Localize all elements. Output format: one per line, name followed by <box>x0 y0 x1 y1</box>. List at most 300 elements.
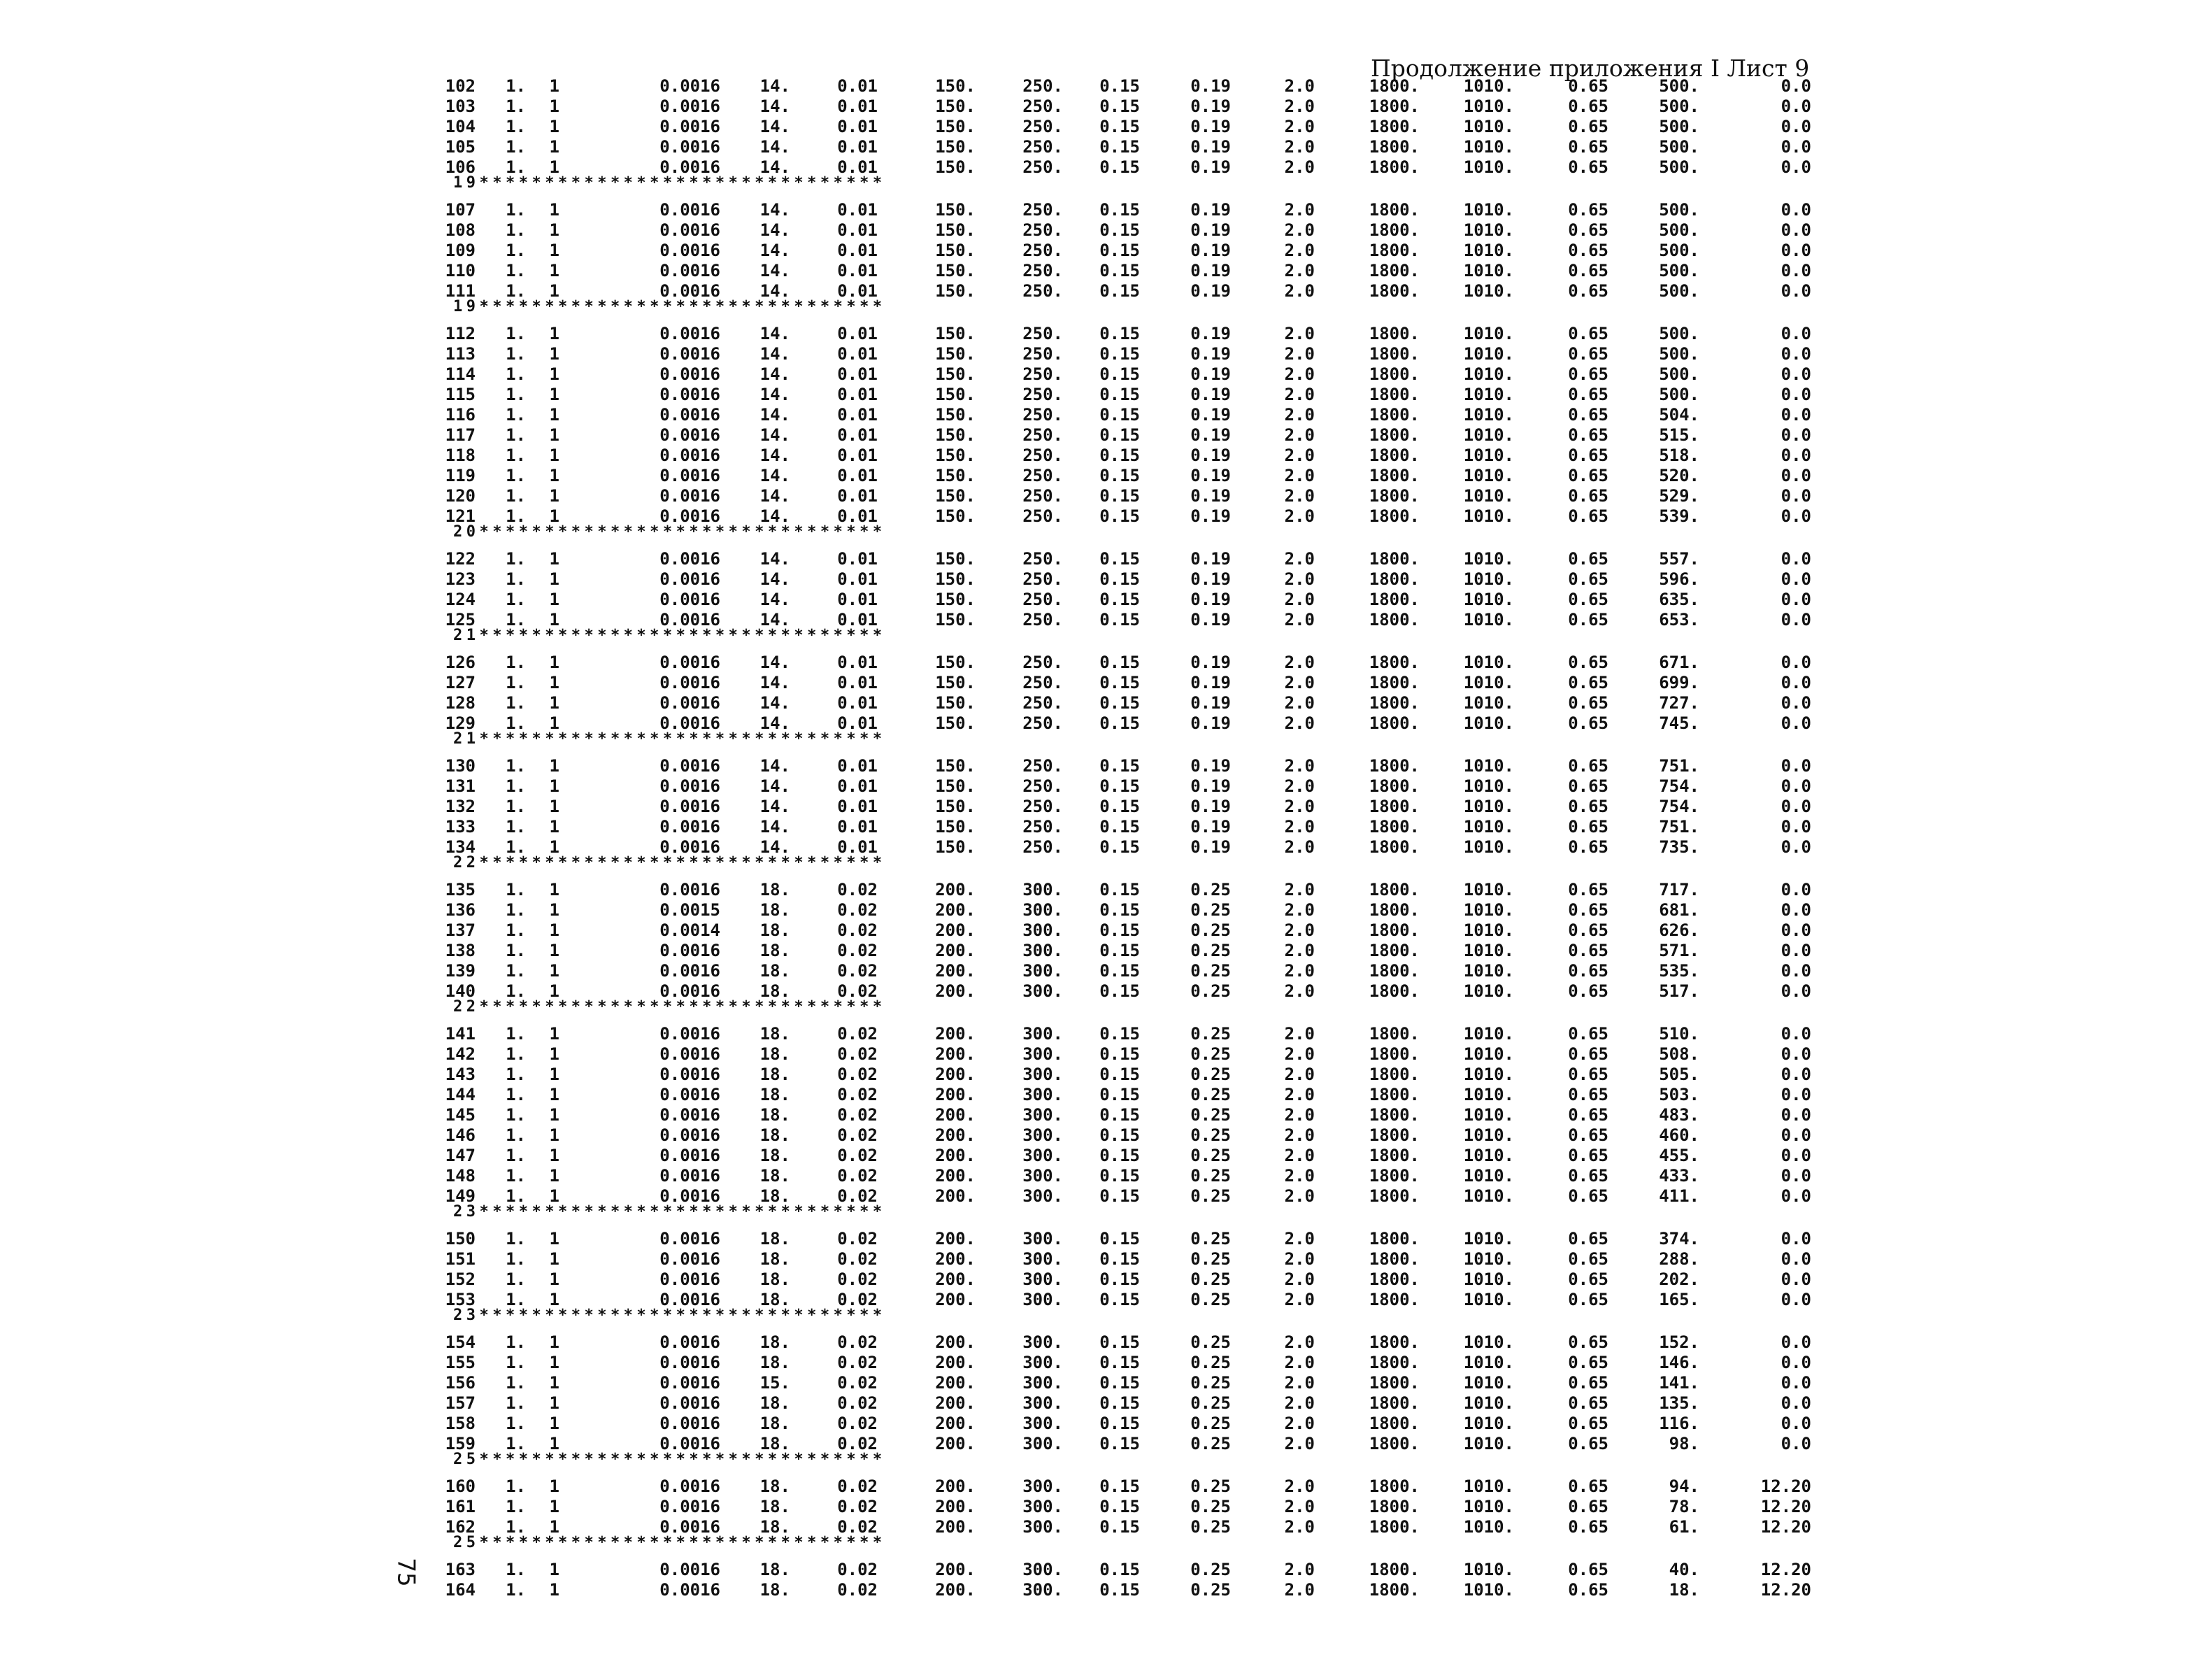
group-separator: 23******************************* <box>453 1204 886 1220</box>
table-cell: 1010. <box>1463 446 1514 465</box>
table-cell: 0.15 <box>1099 1085 1140 1104</box>
table-cell: 2.0 <box>1284 137 1315 157</box>
table-cell: 0.01 <box>837 466 878 485</box>
table-cell: 150. <box>935 713 976 733</box>
table-cell: 0.01 <box>837 486 878 506</box>
table-cell: 0.0 <box>1781 981 1811 1001</box>
table-cell: 162 <box>445 1517 476 1537</box>
table-cell: 164 <box>445 1580 476 1600</box>
table-cell: 0.15 <box>1099 1373 1140 1393</box>
table-cell: 508. <box>1659 1044 1699 1064</box>
table-cell: 0.15 <box>1099 241 1140 260</box>
table-cell: 107 <box>445 200 476 220</box>
table-cell: 0.25 <box>1190 1125 1231 1145</box>
table-cell: 0.15 <box>1099 1024 1140 1044</box>
table-cell: 0.65 <box>1568 1290 1608 1309</box>
table-cell: 1. <box>506 425 526 445</box>
table-cell: 0.01 <box>837 446 878 465</box>
table-cell: 0.15 <box>1099 466 1140 485</box>
table-cell: 0.0016 <box>659 405 720 425</box>
table-cell: 150. <box>935 776 976 796</box>
table-cell: 754. <box>1659 776 1699 796</box>
table-cell: 140 <box>445 981 476 1001</box>
table-cell: 0.25 <box>1190 1580 1231 1600</box>
table-cell: 14. <box>759 281 790 301</box>
table-cell: 1. <box>506 1166 526 1186</box>
table-cell: 0.02 <box>837 1290 878 1309</box>
table-cell: 0.0 <box>1781 324 1811 343</box>
table-cell: 300. <box>1022 1373 1063 1393</box>
table-cell: 18. <box>759 1270 790 1289</box>
table-row <box>0 1270 2212 1288</box>
table-row <box>0 97 2212 115</box>
table-cell: 0.19 <box>1190 817 1231 837</box>
table-cell: 1. <box>506 1290 526 1309</box>
table-cell: 300. <box>1022 1353 1063 1372</box>
table-cell: 18. <box>759 1105 790 1125</box>
table-cell: 1800. <box>1369 405 1420 425</box>
table-cell: 14. <box>759 137 790 157</box>
table-cell: 0.01 <box>837 324 878 343</box>
table-cell: 0.65 <box>1568 1125 1608 1145</box>
table-cell: 0.0016 <box>659 549 720 569</box>
table-cell: 1010. <box>1463 653 1514 672</box>
table-cell: 0.01 <box>837 817 878 837</box>
table-cell: 1 <box>549 1146 559 1165</box>
table-cell: 250. <box>1022 425 1063 445</box>
table-cell: 200. <box>935 1270 976 1289</box>
table-cell: 500. <box>1659 220 1699 240</box>
table-cell: 1 <box>549 673 559 692</box>
table-row <box>0 241 2212 259</box>
table-cell: 1. <box>506 324 526 343</box>
table-cell: 250. <box>1022 261 1063 280</box>
table-cell: 12.20 <box>1760 1580 1811 1600</box>
table-cell: 0.19 <box>1190 241 1231 260</box>
table-cell: 165. <box>1659 1290 1699 1309</box>
table-cell: 0.0 <box>1781 200 1811 220</box>
table-cell: 157 <box>445 1393 476 1413</box>
table-cell: 0.65 <box>1568 900 1608 920</box>
table-cell: 0.65 <box>1568 241 1608 260</box>
table-cell: 300. <box>1022 1065 1063 1084</box>
table-cell: 18. <box>759 880 790 899</box>
table-cell: 0.0016 <box>659 817 720 837</box>
table-cell: 0.0016 <box>659 1414 720 1433</box>
table-cell: 18. <box>1669 1580 1699 1600</box>
table-cell: 150. <box>935 364 976 384</box>
table-cell: 149 <box>445 1186 476 1206</box>
table-cell: 0.65 <box>1568 281 1608 301</box>
table-cell: 0.0016 <box>659 466 720 485</box>
table-cell: 2.0 <box>1284 1393 1315 1413</box>
table-cell: 1010. <box>1463 713 1514 733</box>
table-cell: 0.0 <box>1781 1353 1811 1372</box>
table-cell: 518. <box>1659 446 1699 465</box>
table-cell: 1 <box>549 241 559 260</box>
table-cell: 1 <box>549 1085 559 1104</box>
table-cell: 0.0016 <box>659 1146 720 1165</box>
table-cell: 1 <box>549 981 559 1001</box>
table-cell: 300. <box>1022 1434 1063 1453</box>
table-cell: 1010. <box>1463 385 1514 404</box>
table-cell: 1. <box>506 610 526 630</box>
table-cell: 155 <box>445 1353 476 1372</box>
table-cell: 159 <box>445 1434 476 1453</box>
table-cell: 14. <box>759 324 790 343</box>
table-cell: 0.0 <box>1781 900 1811 920</box>
table-cell: 1. <box>506 1497 526 1516</box>
table-cell: 0.15 <box>1099 961 1140 981</box>
table-cell: 158 <box>445 1414 476 1433</box>
table-cell: 681. <box>1659 900 1699 920</box>
table-cell: 14. <box>759 549 790 569</box>
table-cell: 300. <box>1022 1580 1063 1600</box>
table-cell: 200. <box>935 1065 976 1084</box>
table-cell: 0.15 <box>1099 1065 1140 1084</box>
table-cell: 500. <box>1659 344 1699 364</box>
table-cell: 2.0 <box>1284 425 1315 445</box>
table-cell: 1. <box>506 1560 526 1579</box>
table-cell: 0.01 <box>837 673 878 692</box>
table-cell: 0.65 <box>1568 569 1608 589</box>
table-cell: 0.65 <box>1568 961 1608 981</box>
table-cell: 1. <box>506 1085 526 1104</box>
table-cell: 200. <box>935 1353 976 1372</box>
table-cell: 0.0016 <box>659 1186 720 1206</box>
table-cell: 0.65 <box>1568 157 1608 177</box>
table-cell: 2.0 <box>1284 981 1315 1001</box>
table-cell: 2.0 <box>1284 1560 1315 1579</box>
table-cell: 128 <box>445 693 476 713</box>
table-cell: 0.0 <box>1781 1393 1811 1413</box>
table-cell: 1800. <box>1369 920 1420 940</box>
table-cell: 0.65 <box>1568 1353 1608 1372</box>
table-cell: 0.0 <box>1781 1186 1811 1206</box>
table-cell: 0.0016 <box>659 261 720 280</box>
table-cell: 0.65 <box>1568 981 1608 1001</box>
table-cell: 14. <box>759 200 790 220</box>
table-cell: 156 <box>445 1373 476 1393</box>
table-cell: 1010. <box>1463 486 1514 506</box>
table-cell: 0.19 <box>1190 97 1231 116</box>
table-row <box>0 221 2212 239</box>
table-cell: 1 <box>549 364 559 384</box>
table-cell: 0.19 <box>1190 281 1231 301</box>
table-cell: 1010. <box>1463 837 1514 857</box>
table-cell: 2.0 <box>1284 920 1315 940</box>
table-cell: 0.02 <box>837 1044 878 1064</box>
table-cell: 2.0 <box>1284 1477 1315 1496</box>
table-cell: 18. <box>759 1044 790 1064</box>
table-cell: 0.25 <box>1190 1146 1231 1165</box>
table-cell: 200. <box>935 961 976 981</box>
table-cell: 0.0016 <box>659 200 720 220</box>
table-cell: 0.0016 <box>659 1517 720 1537</box>
table-cell: 1800. <box>1369 1085 1420 1104</box>
table-cell: 14. <box>759 776 790 796</box>
table-row <box>0 757 2212 775</box>
table-cell: 250. <box>1022 549 1063 569</box>
table-cell: 250. <box>1022 76 1063 96</box>
table-cell: 300. <box>1022 1560 1063 1579</box>
table-cell: 108 <box>445 220 476 240</box>
table-cell: 1 <box>549 610 559 630</box>
table-cell: 98. <box>1669 1434 1699 1453</box>
table-cell: 0.25 <box>1190 1270 1231 1289</box>
table-cell: 1800. <box>1369 837 1420 857</box>
table-cell: 141 <box>445 1024 476 1044</box>
table-cell: 250. <box>1022 137 1063 157</box>
table-cell: 250. <box>1022 97 1063 116</box>
table-cell: 150. <box>935 385 976 404</box>
table-cell: 1010. <box>1463 1290 1514 1309</box>
table-cell: 1800. <box>1369 653 1420 672</box>
table-cell: 163 <box>445 1560 476 1579</box>
table-cell: 671. <box>1659 653 1699 672</box>
table-cell: 1010. <box>1463 157 1514 177</box>
table-cell: 1010. <box>1463 1517 1514 1537</box>
table-cell: 250. <box>1022 776 1063 796</box>
table-cell: 1010. <box>1463 344 1514 364</box>
table-cell: 0.02 <box>837 1477 878 1496</box>
table-cell: 0.0 <box>1781 817 1811 837</box>
table-cell: 0.25 <box>1190 1414 1231 1433</box>
table-cell: 2.0 <box>1284 220 1315 240</box>
table-cell: 0.25 <box>1190 1393 1231 1413</box>
table-cell: 0.01 <box>837 405 878 425</box>
table-cell: 0.65 <box>1568 590 1608 609</box>
table-row <box>0 818 2212 836</box>
table-cell: 1010. <box>1463 1477 1514 1496</box>
table-cell: 1. <box>506 941 526 960</box>
table-cell: 653. <box>1659 610 1699 630</box>
group-separator: 20******************************* <box>453 525 886 540</box>
table-cell: 0.15 <box>1099 1560 1140 1579</box>
table-cell: 1010. <box>1463 1393 1514 1413</box>
table-cell: 2.0 <box>1284 653 1315 672</box>
table-row <box>0 838 2212 856</box>
table-cell: 1010. <box>1463 961 1514 981</box>
table-cell: 735. <box>1659 837 1699 857</box>
table-cell: 14. <box>759 837 790 857</box>
table-cell: 250. <box>1022 486 1063 506</box>
table-cell: 754. <box>1659 797 1699 816</box>
table-row <box>0 674 2212 692</box>
table-cell: 0.19 <box>1190 653 1231 672</box>
table-cell: 153 <box>445 1290 476 1309</box>
table-cell: 0.15 <box>1099 693 1140 713</box>
table-cell: 0.01 <box>837 157 878 177</box>
table-cell: 14. <box>759 506 790 526</box>
table-cell: 0.0 <box>1781 1270 1811 1289</box>
table-cell: 1800. <box>1369 1477 1420 1496</box>
table-cell: 2.0 <box>1284 446 1315 465</box>
table-cell: 1. <box>506 1414 526 1433</box>
table-cell: 150. <box>935 693 976 713</box>
table-cell: 2.0 <box>1284 1125 1315 1145</box>
table-cell: 500. <box>1659 281 1699 301</box>
table-cell: 18. <box>759 1393 790 1413</box>
table-cell: 152 <box>445 1270 476 1289</box>
table-cell: 1800. <box>1369 117 1420 136</box>
table-cell: 0.19 <box>1190 756 1231 776</box>
table-row <box>0 118 2212 136</box>
table-cell: 1. <box>506 981 526 1001</box>
table-cell: 300. <box>1022 920 1063 940</box>
table-cell: 250. <box>1022 756 1063 776</box>
table-row <box>0 507 2212 525</box>
table-cell: 0.65 <box>1568 673 1608 692</box>
table-cell: 433. <box>1659 1166 1699 1186</box>
table-cell: 1. <box>506 713 526 733</box>
table-cell: 1800. <box>1369 610 1420 630</box>
table-cell: 14. <box>759 76 790 96</box>
table-cell: 1800. <box>1369 1166 1420 1186</box>
table-cell: 0.0 <box>1781 76 1811 96</box>
table-cell: 1. <box>506 569 526 589</box>
table-cell: 1. <box>506 880 526 899</box>
table-row <box>0 1230 2212 1248</box>
table-cell: 0.0 <box>1781 1024 1811 1044</box>
table-cell: 150. <box>935 261 976 280</box>
table-cell: 300. <box>1022 1166 1063 1186</box>
table-cell: 1800. <box>1369 1373 1420 1393</box>
table-cell: 0.15 <box>1099 1353 1140 1372</box>
table-cell: 1010. <box>1463 261 1514 280</box>
table-cell: 0.01 <box>837 364 878 384</box>
table-cell: 0.65 <box>1568 1477 1608 1496</box>
table-cell: 500. <box>1659 76 1699 96</box>
table-cell: 0.02 <box>837 1085 878 1104</box>
table-row <box>0 1560 2212 1579</box>
table-cell: 0.0016 <box>659 837 720 857</box>
table-cell: 200. <box>935 1125 976 1145</box>
table-cell: 1800. <box>1369 137 1420 157</box>
table-cell: 0.01 <box>837 653 878 672</box>
table-cell: 0.15 <box>1099 900 1140 920</box>
table-cell: 517. <box>1659 981 1699 1001</box>
table-cell: 150. <box>935 405 976 425</box>
table-cell: 0.0 <box>1781 425 1811 445</box>
table-cell: 0.0016 <box>659 1166 720 1186</box>
table-cell: 147 <box>445 1146 476 1165</box>
table-cell: 1 <box>549 117 559 136</box>
table-cell: 0.15 <box>1099 425 1140 445</box>
table-cell: 1 <box>549 1125 559 1145</box>
table-cell: 0.0016 <box>659 941 720 960</box>
table-cell: 0.25 <box>1190 1332 1231 1352</box>
table-cell: 0.65 <box>1568 1560 1608 1579</box>
table-cell: 300. <box>1022 1497 1063 1516</box>
table-cell: 2.0 <box>1284 549 1315 569</box>
table-cell: 0.0 <box>1781 364 1811 384</box>
table-cell: 1 <box>549 261 559 280</box>
table-cell: 0.15 <box>1099 1414 1140 1433</box>
table-cell: 200. <box>935 900 976 920</box>
table-cell: 0.02 <box>837 1517 878 1537</box>
table-cell: 1800. <box>1369 1434 1420 1453</box>
table-cell: 1010. <box>1463 1332 1514 1352</box>
table-cell: 150. <box>935 137 976 157</box>
table-cell: 0.0016 <box>659 76 720 96</box>
table-cell: 1800. <box>1369 344 1420 364</box>
table-cell: 0.65 <box>1568 446 1608 465</box>
table-cell: 200. <box>935 941 976 960</box>
table-cell: 1 <box>549 1517 559 1537</box>
table-cell: 0.01 <box>837 506 878 526</box>
table-cell: 2.0 <box>1284 344 1315 364</box>
table-cell: 0.0 <box>1781 713 1811 733</box>
table-cell: 0.65 <box>1568 200 1608 220</box>
table-cell: 1 <box>549 200 559 220</box>
table-cell: 0.15 <box>1099 653 1140 672</box>
table-cell: 1. <box>506 466 526 485</box>
table-cell: 1 <box>549 1580 559 1600</box>
table-cell: 0.01 <box>837 137 878 157</box>
table-cell: 2.0 <box>1284 117 1315 136</box>
table-cell: 0.0 <box>1781 466 1811 485</box>
table-cell: 0.0016 <box>659 1560 720 1579</box>
table-cell: 61. <box>1669 1517 1699 1537</box>
table-cell: 0.65 <box>1568 425 1608 445</box>
table-cell: 1. <box>506 506 526 526</box>
table-cell: 200. <box>935 1393 976 1413</box>
table-cell: 115 <box>445 385 476 404</box>
table-cell: 1 <box>549 569 559 589</box>
table-cell: 596. <box>1659 569 1699 589</box>
table-cell: 0.0 <box>1781 961 1811 981</box>
table-cell: 1. <box>506 776 526 796</box>
table-cell: 113 <box>445 344 476 364</box>
table-cell: 0.0016 <box>659 364 720 384</box>
table-cell: 1800. <box>1369 385 1420 404</box>
group-separator: 23******************************* <box>453 1308 886 1323</box>
table-cell: 0.0014 <box>659 920 720 940</box>
table-cell: 0.19 <box>1190 200 1231 220</box>
table-cell: 0.65 <box>1568 1249 1608 1269</box>
table-cell: 1800. <box>1369 1024 1420 1044</box>
table-cell: 1800. <box>1369 1332 1420 1352</box>
table-cell: 2.0 <box>1284 1024 1315 1044</box>
table-cell: 0.15 <box>1099 405 1140 425</box>
table-cell: 0.15 <box>1099 1186 1140 1206</box>
group-separator: 19******************************* <box>453 176 886 191</box>
table-row <box>0 1146 2212 1165</box>
table-cell: 0.0016 <box>659 385 720 404</box>
table-cell: 132 <box>445 797 476 816</box>
table-cell: 14. <box>759 446 790 465</box>
table-cell: 18. <box>759 1085 790 1104</box>
table-cell: 0.65 <box>1568 344 1608 364</box>
table-cell: 1800. <box>1369 1105 1420 1125</box>
table-cell: 1. <box>506 446 526 465</box>
table-cell: 14. <box>759 97 790 116</box>
table-cell: 0.65 <box>1568 1085 1608 1104</box>
table-cell: 1 <box>549 693 559 713</box>
table-cell: 1010. <box>1463 220 1514 240</box>
table-cell: 1800. <box>1369 200 1420 220</box>
table-cell: 0.65 <box>1568 137 1608 157</box>
table-cell: 2.0 <box>1284 364 1315 384</box>
table-cell: 0.15 <box>1099 1393 1140 1413</box>
table-cell: 0.19 <box>1190 569 1231 589</box>
table-cell: 0.02 <box>837 1229 878 1249</box>
table-cell: 106 <box>445 157 476 177</box>
table-cell: 2.0 <box>1284 1580 1315 1600</box>
table-cell: 0.0 <box>1781 653 1811 672</box>
table-cell: 300. <box>1022 1024 1063 1044</box>
